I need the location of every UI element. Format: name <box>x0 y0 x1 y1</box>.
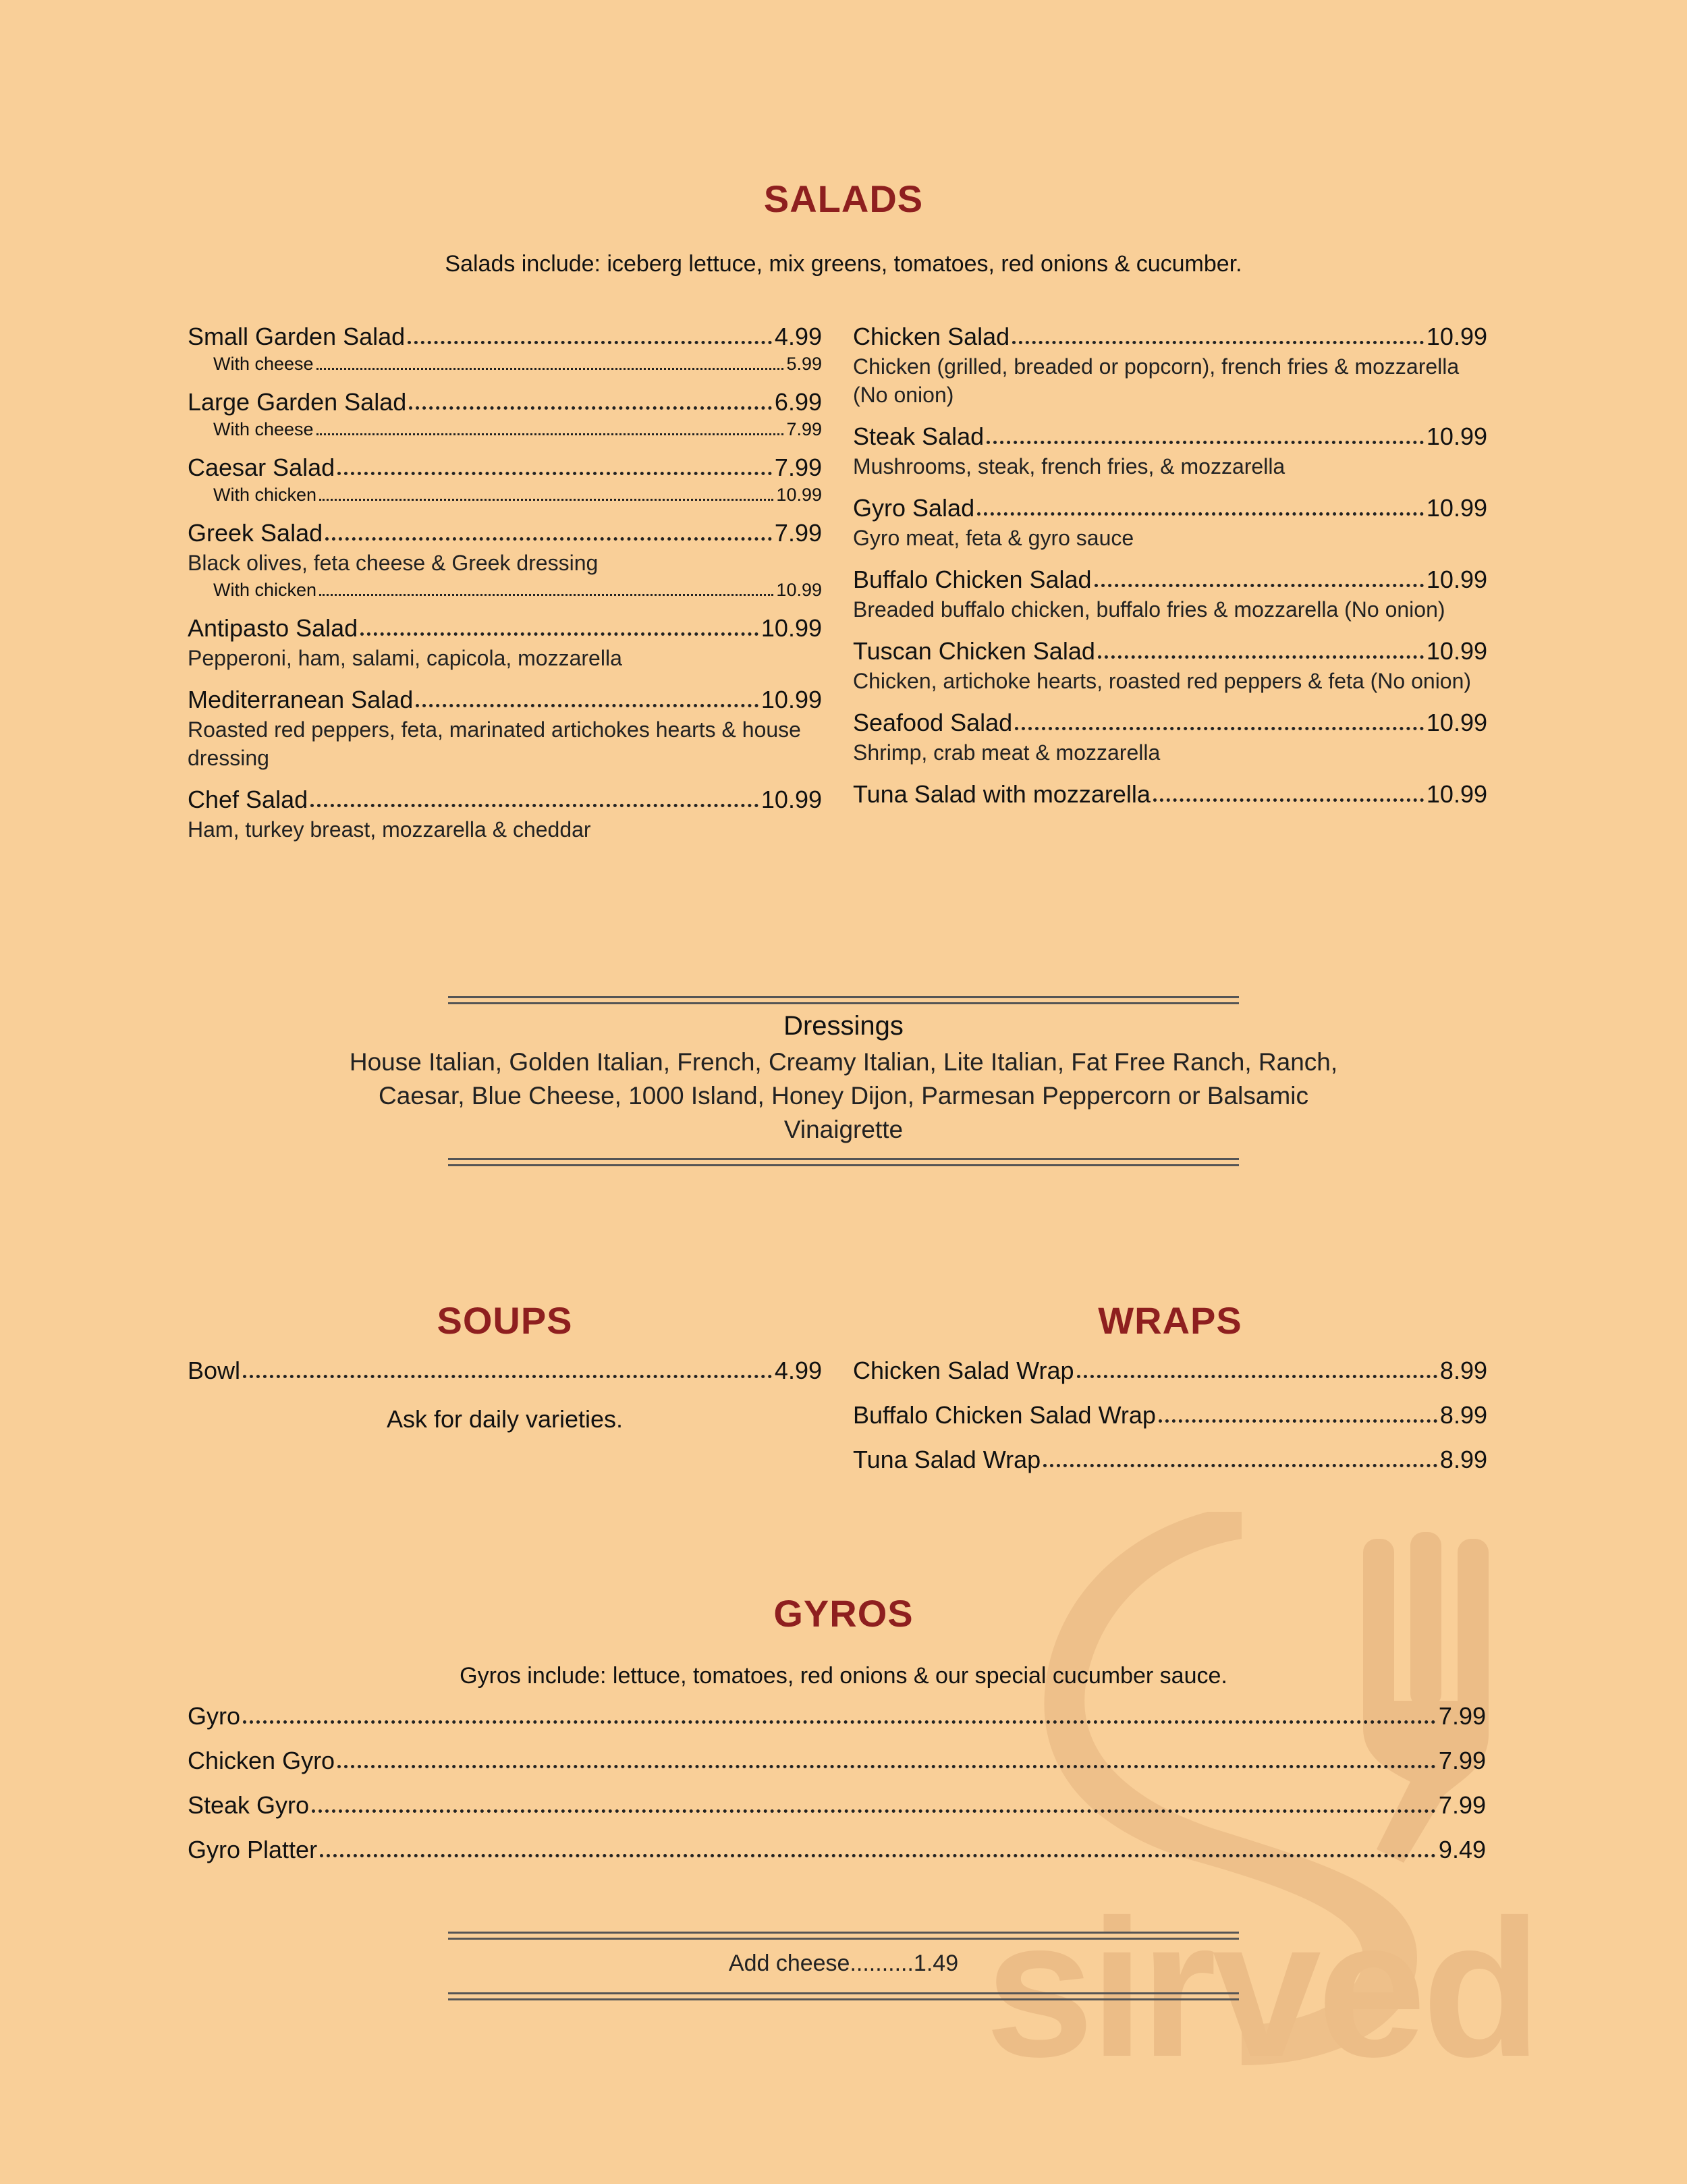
item-name: Gyro <box>188 1702 241 1730</box>
item-name: Gyro Salad <box>853 494 975 522</box>
item-price: 10.99 <box>1426 566 1487 593</box>
item-name: Chicken Salad Wrap <box>853 1357 1074 1384</box>
item-name: Buffalo Chicken Salad Wrap <box>853 1401 1156 1429</box>
dot-leader <box>337 472 772 475</box>
salads-title: SALADS <box>763 178 924 220</box>
item-price: 10.99 <box>760 686 822 713</box>
menu-item-row <box>188 519 822 547</box>
menu-item <box>188 519 822 601</box>
dot-leader <box>409 406 772 410</box>
gyros-list <box>188 1702 1486 1880</box>
dot-leader <box>1012 341 1424 344</box>
menu-item-row <box>188 454 822 482</box>
item-price: 8.99 <box>1439 1401 1487 1429</box>
item-price: 10.99 <box>1426 780 1487 808</box>
dot-leader <box>337 1765 1436 1768</box>
menu-item <box>188 323 822 375</box>
add-cheese-note: Add cheese..........1.49 <box>728 1950 959 1976</box>
menu-item-row <box>853 422 1487 451</box>
dot-leader <box>1077 1375 1437 1378</box>
item-name: Greek Salad <box>188 519 323 547</box>
menu-item-row <box>853 637 1487 665</box>
menu-item <box>188 614 822 672</box>
item-name: Small Garden Salad <box>188 323 406 350</box>
item-name: Bowl <box>188 1357 241 1384</box>
gyros-title: GYROS <box>773 1592 914 1635</box>
menu-item <box>853 1357 1487 1385</box>
menu-item-row <box>853 323 1487 351</box>
item-price: 8.99 <box>1439 1446 1487 1473</box>
menu-item <box>853 780 1487 809</box>
menu-item <box>188 1836 1486 1864</box>
menu-item <box>853 1401 1487 1429</box>
item-price: 7.99 <box>1438 1702 1486 1730</box>
divider <box>448 1992 1239 2000</box>
item-price: 4.99 <box>774 323 822 350</box>
item-price: 6.99 <box>774 388 822 416</box>
menu-subitem-row <box>188 354 822 375</box>
item-name: Antipasto Salad <box>188 614 358 642</box>
dot-leader <box>408 341 772 344</box>
item-price: 5.99 <box>786 354 822 374</box>
soups-note: Ask for daily varieties. <box>386 1405 624 1433</box>
gyros-note: Gyros include: lettuce, tomatoes, red onions & our special cucumber sauce. <box>460 1663 1227 1689</box>
item-price: 10.99 <box>1426 422 1487 450</box>
item-name: Large Garden Salad <box>188 388 407 416</box>
dot-leader <box>987 441 1424 444</box>
dot-leader <box>1159 1419 1437 1423</box>
menu-item-row <box>188 1702 1486 1730</box>
item-name: With cheese <box>213 354 314 374</box>
menu-item-row <box>853 780 1487 809</box>
menu-item-row <box>853 1446 1487 1474</box>
item-name: With cheese <box>213 419 314 439</box>
dot-leader <box>310 804 758 807</box>
item-price: 9.49 <box>1438 1836 1486 1863</box>
menu-item-row <box>188 786 822 814</box>
item-price: 7.99 <box>1438 1791 1486 1819</box>
menu-item <box>188 1357 822 1385</box>
divider <box>448 996 1239 1004</box>
item-name: With chicken <box>213 485 317 505</box>
menu-item <box>188 388 822 440</box>
menu-item <box>853 709 1487 767</box>
dressings-title: Dressings <box>783 1011 904 1041</box>
wraps-title: WRAPS <box>1098 1299 1242 1342</box>
dot-leader <box>416 704 758 707</box>
item-description: Chicken, artichoke hearts, roasted red peppers & feta (No onion) <box>853 669 1472 693</box>
menu-item-row <box>188 686 822 714</box>
dot-leader <box>316 368 784 370</box>
dot-leader <box>316 433 784 435</box>
menu-item-row <box>188 1791 1486 1820</box>
menu-subitem-row <box>188 580 822 601</box>
item-price: 10.99 <box>1426 494 1487 522</box>
menu-item-row <box>188 614 822 643</box>
dressings-list: House Italian, Golden Italian, French, Creamy Italian, Lite Italian, Fat Free Ranch, Ranch, Caesar, Blue Cheese, 1000 Island, Honey Dijon, Parmesan Peppercorn or Balsamic Vinaigrette <box>349 1048 1338 1143</box>
item-name: Gyro Platter <box>188 1836 318 1863</box>
item-description: Roasted red peppers, feta, marinated artichokes hearts & house dressing <box>188 717 801 770</box>
item-description: Breaded buffalo chicken, buffalo fries & mozzarella (No onion) <box>853 597 1445 622</box>
menu-item <box>853 566 1487 624</box>
item-price: 10.99 <box>760 614 822 642</box>
dot-leader <box>1043 1464 1437 1467</box>
item-price: 4.99 <box>774 1357 822 1384</box>
menu-item <box>188 786 822 844</box>
item-name: Buffalo Chicken Salad <box>853 566 1092 593</box>
item-price: 7.99 <box>774 454 822 481</box>
menu-item-row <box>853 494 1487 522</box>
item-name: Chicken Gyro <box>188 1747 335 1774</box>
item-name: Mediterranean Salad <box>188 686 414 713</box>
item-name: Seafood Salad <box>853 709 1013 736</box>
item-name: Tuna Salad with mozzarella <box>853 780 1151 808</box>
item-price: 7.99 <box>1438 1747 1486 1774</box>
dot-leader <box>319 499 773 501</box>
item-name: Tuscan Chicken Salad <box>853 637 1095 665</box>
menu-item <box>853 323 1487 409</box>
menu-subitem-row <box>188 419 822 440</box>
menu-item <box>853 637 1487 695</box>
item-name: Chicken Salad <box>853 323 1010 350</box>
item-price: 10.99 <box>776 580 822 600</box>
item-description: Pepperoni, ham, salami, capicola, mozzarella <box>188 646 622 670</box>
item-price: 8.99 <box>1439 1357 1487 1384</box>
item-price: 10.99 <box>1426 637 1487 665</box>
item-description: Mushrooms, steak, french fries, & mozzarella <box>853 454 1285 479</box>
menu-item-row <box>188 1357 822 1385</box>
dot-leader <box>243 1375 772 1378</box>
item-price: 10.99 <box>1426 709 1487 736</box>
menu-item <box>188 1791 1486 1820</box>
menu-item-row <box>188 1747 1486 1775</box>
dot-leader <box>320 1854 1436 1857</box>
menu-item <box>853 1446 1487 1474</box>
item-price: 7.99 <box>774 519 822 547</box>
menu-item-row <box>853 1357 1487 1385</box>
dot-leader <box>325 537 772 541</box>
dot-leader <box>1015 727 1424 730</box>
menu-item <box>188 686 822 772</box>
item-name: Steak Salad <box>853 422 985 450</box>
menu-item-row <box>188 388 822 416</box>
item-description: Black olives, feta cheese & Greek dressing <box>188 551 599 575</box>
salads-right-column <box>853 323 1487 822</box>
dot-leader <box>312 1809 1436 1813</box>
menu-item-row <box>853 709 1487 737</box>
menu-item-row <box>853 1401 1487 1429</box>
menu-item-row <box>188 323 822 351</box>
item-name: Caesar Salad <box>188 454 335 481</box>
item-description: Shrimp, crab meat & mozzarella <box>853 740 1161 765</box>
item-price: 10.99 <box>760 786 822 813</box>
dot-leader <box>1095 584 1424 587</box>
wraps-list <box>853 1357 1487 1490</box>
divider <box>448 1932 1239 1940</box>
dot-leader <box>319 594 773 596</box>
item-price: 7.99 <box>786 419 822 439</box>
dot-leader <box>243 1720 1436 1724</box>
menu-item <box>188 454 822 506</box>
watermark-text: sirved <box>985 1879 1538 2098</box>
salads-left-column <box>188 323 822 857</box>
divider <box>448 1158 1239 1166</box>
item-description: Ham, turkey breast, mozzarella & cheddar <box>188 817 591 842</box>
item-description: Gyro meat, feta & gyro sauce <box>853 526 1134 550</box>
menu-item <box>853 494 1487 552</box>
item-name: Steak Gyro <box>188 1791 310 1819</box>
item-name: Chef Salad <box>188 786 308 813</box>
salads-note: Salads include: iceberg lettuce, mix greens, tomatoes, red onions & cucumber. <box>445 251 1242 277</box>
menu-item-row <box>188 1836 1486 1864</box>
dot-leader <box>360 632 758 636</box>
dot-leader <box>977 512 1424 516</box>
menu-subitem-row <box>188 485 822 506</box>
menu-item-row <box>853 566 1487 594</box>
soups-title: SOUPS <box>437 1299 573 1342</box>
item-name: With chicken <box>213 580 317 600</box>
dressings-box <box>337 1011 1350 1147</box>
dot-leader <box>1098 655 1424 659</box>
item-price: 10.99 <box>1426 323 1487 350</box>
item-price: 10.99 <box>776 485 822 505</box>
menu-item <box>188 1747 1486 1775</box>
menu-item <box>188 1702 1486 1730</box>
soups-list <box>188 1357 822 1401</box>
item-description: Chicken (grilled, breaded or popcorn), french fries & mozzarella (No onion) <box>853 354 1460 407</box>
item-name: Tuna Salad Wrap <box>853 1446 1041 1473</box>
dot-leader <box>1153 798 1424 802</box>
menu-item <box>853 422 1487 481</box>
